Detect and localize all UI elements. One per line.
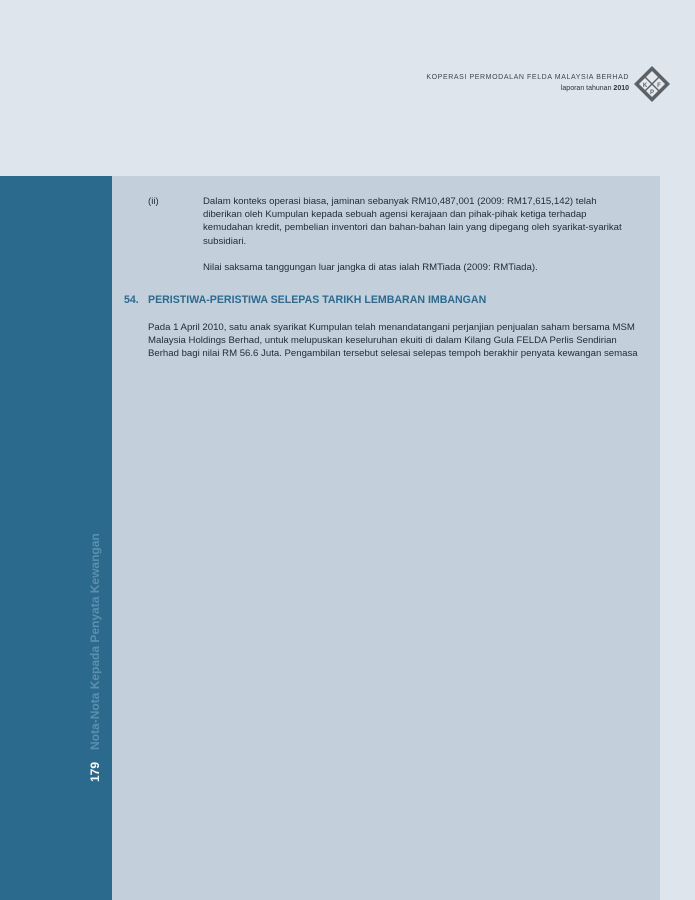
page-number: 179 <box>88 761 102 782</box>
item-body <box>203 195 628 287</box>
sidebar-caption <box>88 533 102 782</box>
item-paragraph-2: Nilai saksama tanggungan luar jangka di atas ialah RMTiada (2009: RMTiada). <box>203 261 538 273</box>
report-label: laporan tahunan <box>560 85 612 92</box>
logo-letter-k: K <box>642 83 648 89</box>
content-panel <box>112 176 660 900</box>
report-year: 2010 <box>613 85 629 92</box>
section-body: Pada 1 April 2010, satu anak syarikat Kumpulan telah menandatangani perjanjian penjualan saham bersama MSM Malaysia Holdings Berhad, untuk melupuskan keseluruhan ekuiti di dalam Kilang Gula FELDA Perlis Sendirian Berhad bagi nilai RM 56.6 Juta. Pengambilan tersebut selesai selepas tempoh berakhir penyata kewangan semasa <box>148 322 638 360</box>
item-label: (ii) <box>148 196 159 207</box>
page-header <box>0 0 695 176</box>
section-heading <box>124 294 486 306</box>
section-title: PERISTIWA-PERISTIWA SELEPAS TARIKH LEMBARAN IMBANGAN <box>148 294 487 306</box>
org-name: KOPERASI PERMODALAN FELDA MALAYSIA BERHAD <box>426 74 629 81</box>
sidebar-section-title: Nota-Nota Kepada Penyata Kewangan <box>88 533 102 750</box>
kpf-logo <box>633 65 671 103</box>
logo-letter-f: F <box>657 83 661 89</box>
section-number: 54. <box>124 294 139 306</box>
report-title <box>561 85 629 92</box>
item-paragraph-1: Dalam konteks operasi biasa, jaminan sebanyak RM10,487,001 (2009: RM17,615,142) telah diberikan oleh Kumpulan kepada sebuah agensi kerajaan dan pihak-pihak ketiga terhadap kemudahan kredit, pembelian inventori dan bahan-bahan lain yang dipegang oleh syarikat-syarikat subsidiari. <box>203 196 622 247</box>
logo-letter-p: P <box>649 90 655 96</box>
